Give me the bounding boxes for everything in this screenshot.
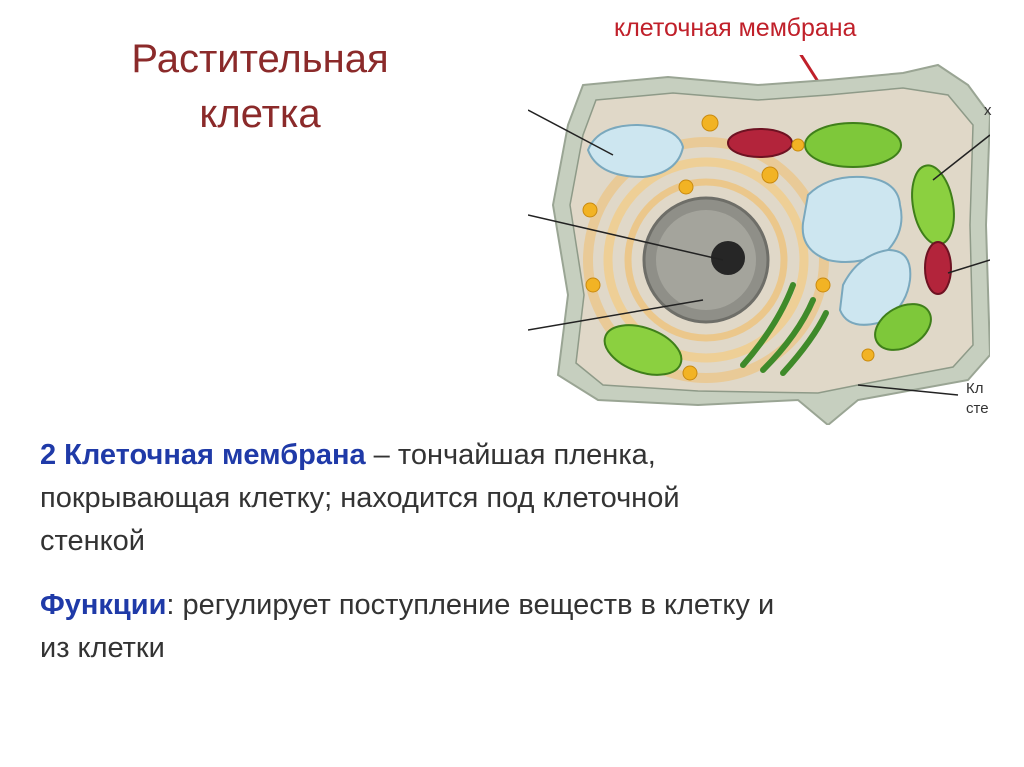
functions-term: Функции	[40, 589, 167, 621]
membrane-description	[40, 434, 990, 563]
title-line-2: клетка	[199, 92, 321, 136]
title-line-1: Растительная	[131, 37, 389, 81]
mitochondrion-right	[925, 242, 951, 294]
membrane-description-line-3: стенкой	[40, 525, 145, 557]
functions-description	[40, 584, 990, 670]
side-label-bottom-line-1: Кл	[966, 380, 984, 397]
membrane-term: 2 Клеточная мембрана	[40, 439, 366, 471]
side-label-top: х	[984, 102, 992, 119]
plant-cell-diagram	[528, 55, 990, 425]
membrane-description-rest: – тончайшая пленка,	[365, 439, 656, 471]
slide-title	[60, 32, 460, 142]
membrane-description-line-1	[40, 434, 990, 477]
functions-rest: : регулирует поступление веществ в клетку и	[166, 589, 775, 621]
side-label-bottom	[966, 379, 992, 419]
side-label-bottom-line-2: сте	[966, 400, 989, 417]
functions-line-1	[40, 584, 990, 627]
functions-line-2: из клетки	[40, 632, 165, 664]
chloroplast-top	[805, 123, 901, 167]
mitochondrion-top	[728, 129, 792, 157]
membrane-label: клеточная мембрана	[614, 14, 857, 42]
membrane-description-line-2: покрывающая клетку; находится под клеточной	[40, 482, 680, 514]
